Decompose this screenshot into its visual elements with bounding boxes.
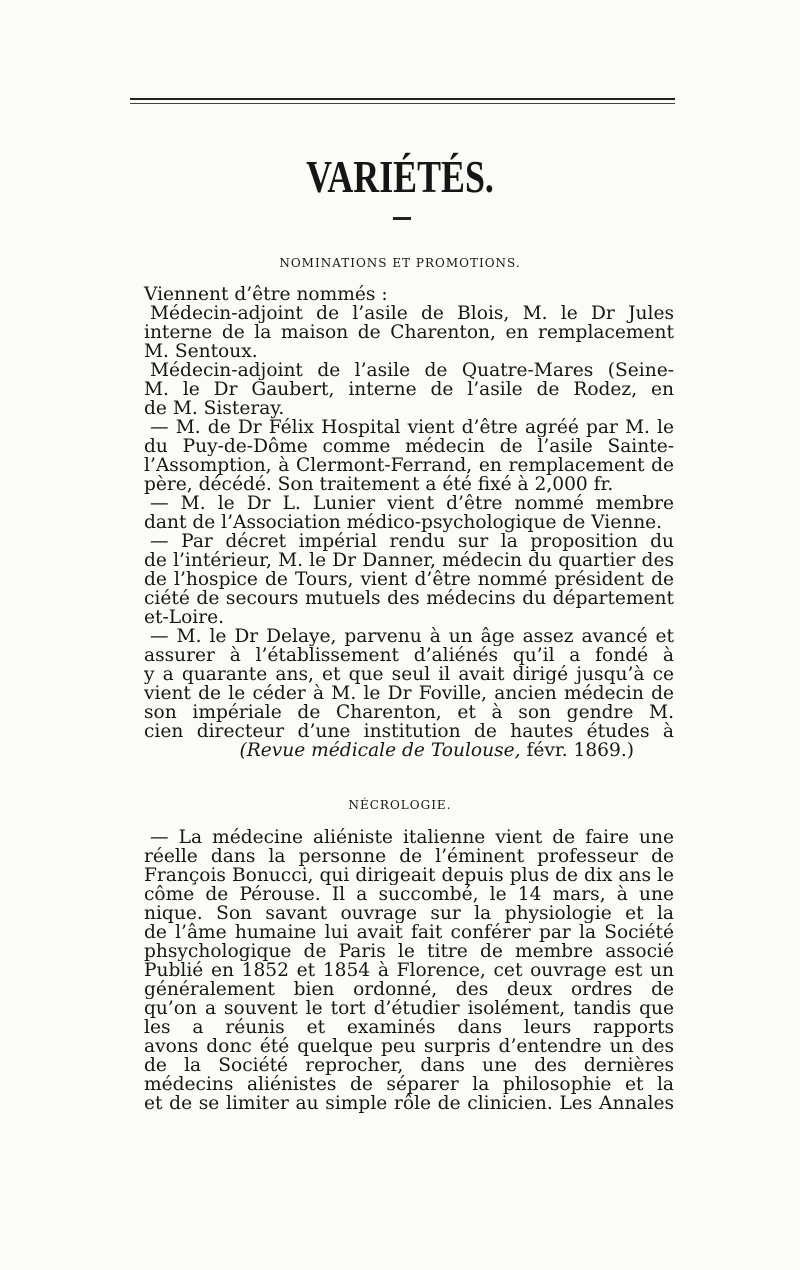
text-line: de l’intérieur, M. le Dr Danner, médecin du quartier des	[144, 551, 674, 570]
text-line: interne de la maison de Charenton, en remplacement	[144, 323, 674, 342]
text-line: — La médecine aliéniste italienne vient de faire une	[150, 828, 674, 847]
citation-date: févr. 1869.)	[526, 740, 634, 761]
text-line: et-Loire.	[144, 607, 225, 628]
text-line: vient de le céder à M. le Dr Foville, ancien médecin de	[144, 684, 674, 703]
text-line: — Par décret impérial rendu sur la proposition du	[150, 532, 674, 551]
text-line: côme de Pérouse. Il a succombé, le 14 mars, à une	[144, 885, 674, 904]
page-title: VARIÉTÉS.	[306, 151, 494, 202]
text-line: dant de l’Association médico-psychologique de Vienne.	[144, 512, 663, 533]
text-line: François Bonucci, qui dirigeait depuis plus de dix ans le	[144, 866, 674, 885]
rule-line-thick	[130, 98, 675, 100]
text-line: et de se limiter au simple rôle de clinicien. Les Annales	[144, 1094, 674, 1113]
text-line: y a quarante ans, et que seul il avait dirigé jusqu’à ce	[144, 665, 674, 684]
text-line: l’Assomption, à Clermont-Ferrand, en remplacement de	[144, 456, 674, 475]
text-line: père, décédé. Son traitement a été fixé à 2,000 fr.	[144, 474, 614, 495]
text-line: — M. le Dr L. Lunier vient d’être nommé membre	[150, 494, 674, 513]
text-line: Médecin-adjoint de l’asile de Quatre-Mares (Seine-	[150, 361, 674, 380]
text-line: M. Sentoux.	[144, 341, 258, 362]
nominations-text	[144, 285, 674, 760]
text-line: Publié en 1852 et 1854 à Florence, cet ouvrage est un	[144, 961, 674, 980]
text-line: médecins aliénistes de séparer la philosophie et la	[144, 1075, 674, 1094]
text-line: de l’âme humaine lui avait fait conférer par la Société	[144, 923, 674, 942]
text-line: de l’hospice de Tours, vient d’être nommé président de	[144, 570, 674, 589]
text-line: du Puy-de-Dôme comme médecin de l’asile Sainte-	[144, 437, 674, 456]
text-line: Médecin-adjoint de l’asile de Blois, M. le Dr Jules	[150, 304, 674, 323]
text-line: ciété de secours mutuels des médecins du département	[144, 589, 674, 608]
text-line: de M. Sisteray.	[144, 398, 285, 419]
text-line: généralement bien ordonné, des deux ordres de	[144, 980, 674, 999]
text-line: avons donc été quelque peu surpris d’entendre un des	[144, 1037, 674, 1056]
citation	[144, 741, 674, 760]
section-heading-necrologie: NÉCROLOGIE.	[348, 798, 452, 812]
section-heading-nominations: NOMINATIONS ET PROMOTIONS.	[279, 256, 521, 270]
text-line: M. le Dr Gaubert, interne de l’asile de Rodez, en	[144, 380, 674, 399]
text-line: assurer à l’établissement d’aliénés qu’il a fondé à	[144, 646, 674, 665]
citation-source: (Revue médicale de Toulouse,	[239, 740, 521, 761]
text-line: cien directeur d’une institution de hautes études à	[144, 722, 674, 741]
text-line: nique. Son savant ouvrage sur la physiologie et la	[144, 904, 674, 923]
text-line: qu’on a souvent le tort d’étudier isolément, tandis que	[144, 999, 674, 1018]
text-line: son impériale de Charenton, et à son gendre M.	[144, 703, 674, 722]
title-dash	[393, 217, 411, 220]
rule-line-thin	[130, 103, 675, 104]
text-line: les a réunis et examinés dans leurs rapports	[144, 1018, 674, 1037]
necrologie-text	[144, 828, 674, 1113]
text-line: — M. de Dr Félix Hospital vient d’être agréé par M. le	[150, 418, 674, 437]
text-line: de la Société reprocher, dans une des dernières	[144, 1056, 674, 1075]
text-line: phsychologique de Paris le titre de membre associé	[144, 942, 674, 961]
top-rule	[130, 98, 675, 104]
text-line: Viennent d’être nommés :	[144, 284, 388, 305]
text-line: réelle dans la personne de l’éminent professeur de	[144, 847, 674, 866]
text-line: — M. le Dr Delaye, parvenu à un âge assez avancé et	[150, 627, 674, 646]
